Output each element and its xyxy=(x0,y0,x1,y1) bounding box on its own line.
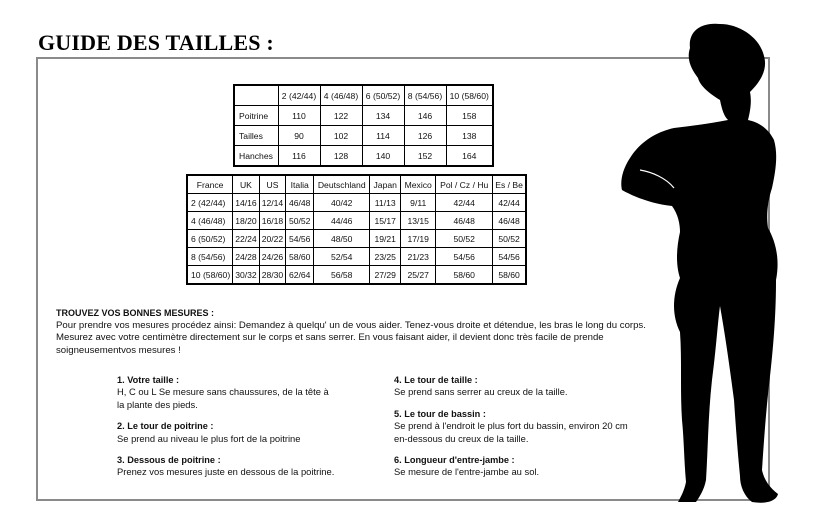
table-row xyxy=(187,230,526,248)
table-cell: 158 xyxy=(446,106,493,126)
step-line: Se mesure de l'entre-jambe au sol. xyxy=(394,466,540,478)
table-row-header: 4 (46/48) xyxy=(187,212,233,230)
table-cell: 126 xyxy=(404,126,446,146)
table-row-header: Tailles xyxy=(234,126,278,146)
table-cell: 23/25 xyxy=(370,248,401,266)
table-cell: 24/26 xyxy=(259,248,286,266)
table-cell: 9/11 xyxy=(401,194,436,212)
table-cell: 46/48 xyxy=(286,194,314,212)
table-row xyxy=(187,194,526,212)
table-cell: 18/20 xyxy=(233,212,260,230)
table-row xyxy=(234,146,493,167)
table-cell: 128 xyxy=(320,146,362,167)
step-title: 4. Le tour de taille : xyxy=(394,375,478,385)
table-cell: 114 xyxy=(362,126,404,146)
measurements-table xyxy=(233,84,494,167)
table-cell: 50/52 xyxy=(436,230,493,248)
table-cell: 48/50 xyxy=(314,230,370,248)
table-cell: 20/22 xyxy=(259,230,286,248)
table-cell: 44/46 xyxy=(314,212,370,230)
table-cell: 50/52 xyxy=(493,230,526,248)
instructions-heading: TROUVEZ VOS BONNES MESURES : xyxy=(56,308,215,318)
table-cell: 140 xyxy=(362,146,404,167)
step-title: 5. Le tour de bassin : xyxy=(394,408,486,419)
step-line: Se prend au niveau le plus fort de la poitrine xyxy=(117,432,301,444)
table-cell: 28/30 xyxy=(259,266,286,285)
table-cell: 52/54 xyxy=(314,248,370,266)
table-header-row xyxy=(234,85,493,106)
table-header-cell: 4 (46/48) xyxy=(320,85,362,106)
step-title: 3. Dessous de poitrine : xyxy=(117,455,221,466)
table-cell: 122 xyxy=(320,106,362,126)
table-cell: 25/27 xyxy=(401,266,436,285)
table-row xyxy=(234,106,493,126)
table-cell: 42/44 xyxy=(436,194,493,212)
table-cell: 90 xyxy=(278,126,320,146)
instructions-line: Mesurez avec votre centimètre directement sur le corps et sans serrer. En vous faisant aider, il devient donc très facile de prende xyxy=(56,332,604,344)
table-header-row xyxy=(187,175,526,194)
table-cell: 54/56 xyxy=(286,230,314,248)
table-row-header: 2 (42/44) xyxy=(187,194,233,212)
table-cell: 134 xyxy=(362,106,404,126)
table-cell: 22/24 xyxy=(233,230,260,248)
woman-silhouette-icon xyxy=(600,20,800,508)
table-cell: 12/14 xyxy=(259,194,286,212)
table-row-header: Hanches xyxy=(234,146,278,167)
step-title: 1. Votre taille : xyxy=(117,375,180,385)
table-cell: 54/56 xyxy=(493,248,526,266)
table-header-cell: France xyxy=(187,175,233,194)
table-cell: 58/60 xyxy=(286,248,314,266)
step-item xyxy=(117,420,397,445)
table-header-cell: 2 (42/44) xyxy=(278,85,320,106)
table-cell: 17/19 xyxy=(401,230,436,248)
table-row xyxy=(187,248,526,266)
table-cell: 58/60 xyxy=(436,266,493,285)
table-row xyxy=(187,266,526,285)
step-line: H, C ou L Se mesure sans chaussures, de la tête à xyxy=(117,386,329,398)
table-cell: 14/16 xyxy=(233,194,260,212)
table-cell: 164 xyxy=(446,146,493,167)
table-cell: 40/42 xyxy=(314,194,370,212)
table-row-header: 10 (58/60) xyxy=(187,266,233,285)
table-cell: 56/58 xyxy=(314,266,370,285)
table-header-cell: Italia xyxy=(286,175,314,194)
table-cell: 46/48 xyxy=(436,212,493,230)
step-title: 2. Le tour de poitrine : xyxy=(117,421,214,432)
table-header-cell: 10 (58/60) xyxy=(446,85,493,106)
step-title: 6. Longueur d'entre-jambe : xyxy=(394,455,515,466)
size-conversion-table xyxy=(186,174,527,285)
table-cell: 15/17 xyxy=(370,212,401,230)
table-header-cell: 8 (54/56) xyxy=(404,85,446,106)
table-cell: 62/64 xyxy=(286,266,314,285)
step-line: en-dessous du creux de la taille. xyxy=(394,432,529,444)
table-cell: 102 xyxy=(320,126,362,146)
table-row-header: 6 (50/52) xyxy=(187,230,233,248)
table-header-cell: Pol / Cz / Hu xyxy=(436,175,493,194)
step-line: Prenez vos mesures juste en dessous de la poitrine. xyxy=(117,466,335,478)
table-header-cell: Mexico xyxy=(401,175,436,194)
table-cell: 21/23 xyxy=(401,248,436,266)
step-line: Se prend à l'endroit le plus fort du bassin, environ 20 cm xyxy=(394,420,628,432)
table-cell: 116 xyxy=(278,146,320,167)
table-row xyxy=(187,212,526,230)
step-item xyxy=(117,374,397,411)
table-cell: 50/52 xyxy=(286,212,314,230)
step-line: la plante des pieds. xyxy=(117,398,198,410)
table-header-cell: UK xyxy=(233,175,260,194)
page-title: GUIDE DES TAILLES : xyxy=(38,30,274,55)
table-cell: 54/56 xyxy=(436,248,493,266)
table-header-cell: US xyxy=(259,175,286,194)
table-cell: 110 xyxy=(278,106,320,126)
table-cell: 13/15 xyxy=(401,212,436,230)
table-row-header: Poitrine xyxy=(234,106,278,126)
table-header-cell: Deutschland xyxy=(314,175,370,194)
size-conversion-table-body xyxy=(187,175,526,284)
table-cell: 138 xyxy=(446,126,493,146)
table-cell: 58/60 xyxy=(493,266,526,285)
table-header-cell: Es / Be xyxy=(493,175,526,194)
step-item xyxy=(117,454,397,479)
table-cell: 19/21 xyxy=(370,230,401,248)
measurements-table-body xyxy=(234,85,493,166)
table-cell: 30/32 xyxy=(233,266,260,285)
instructions-line: Pour prendre vos mesures procédez ainsi: Demandez à quelqu' un de vous aider. Tenez-vous droite et détendue, les bras le long du corps. xyxy=(56,319,646,331)
table-header-cell: 6 (50/52) xyxy=(362,85,404,106)
table-row-header: 8 (54/56) xyxy=(187,248,233,266)
table-cell: 42/44 xyxy=(493,194,526,212)
table-header-cell: Japan xyxy=(370,175,401,194)
table-header-cell xyxy=(234,85,278,106)
table-cell: 46/48 xyxy=(493,212,526,230)
table-cell: 146 xyxy=(404,106,446,126)
table-row xyxy=(234,126,493,146)
table-cell: 27/29 xyxy=(370,266,401,285)
steps-left-column xyxy=(117,374,397,488)
step-line: Se prend sans serrer au creux de la taille. xyxy=(394,386,568,398)
instructions-line: soigneusementvos mesures ! xyxy=(56,344,181,356)
table-cell: 152 xyxy=(404,146,446,167)
table-cell: 24/28 xyxy=(233,248,260,266)
table-cell: 11/13 xyxy=(370,194,401,212)
table-cell: 16/18 xyxy=(259,212,286,230)
